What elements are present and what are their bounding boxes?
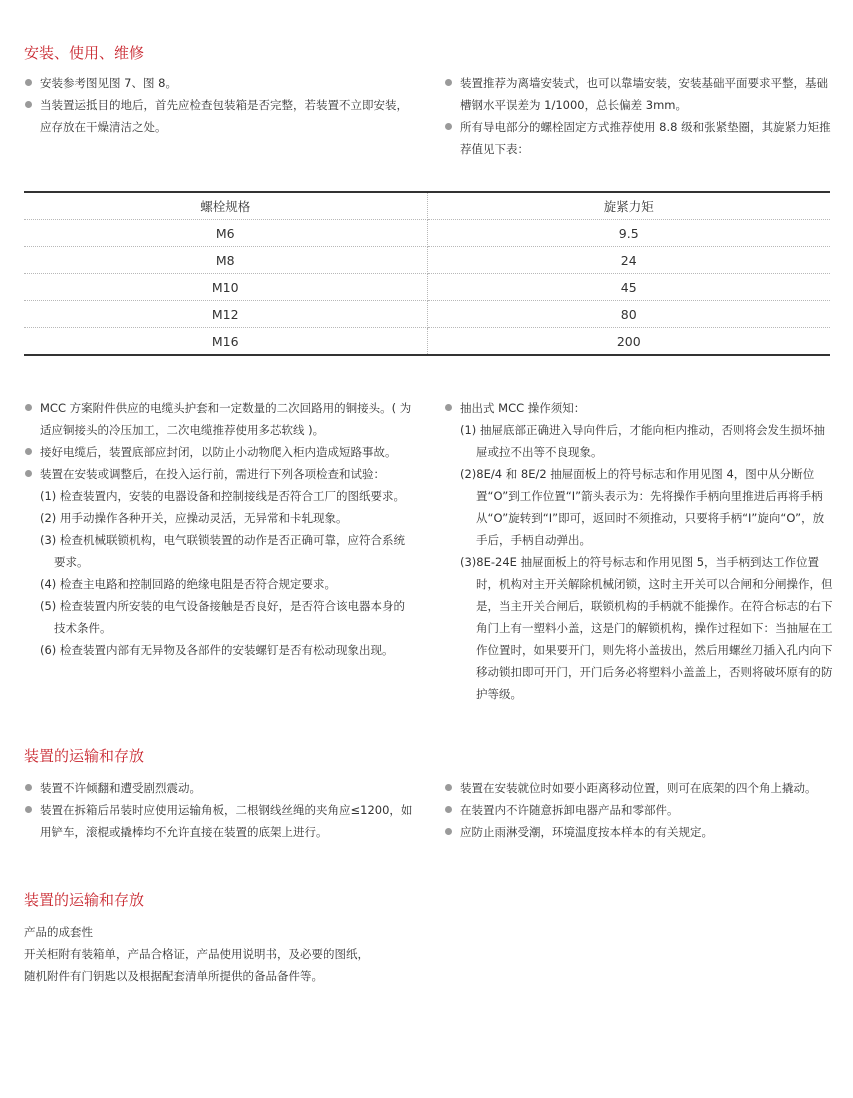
bolt-spec-cell: M12	[24, 301, 427, 328]
operation-note: (3)8E-24E 抽屉面板上的符号标志和作用见图 5，当手柄到达工作位置时，机构对主开关解除机械闭锁，这时主开关可以合闸和分闸操作，但是，当主开关合闸后，联锁机构的手柄就不能操作。在符合标志的右下角门上有一塑料小盖，这是门的解锁机构，操作过程如下：当抽屉在工作位置时，如果要开门，则先将小盖拔出，然后用螺丝刀插入孔内向下移动锁扣即可开门，开门后务必将塑料小盖盖上，否则将破坏原有的防护等级。	[460, 555, 833, 701]
list-item: 装置不许倾翻和遭受剧烈震动。	[24, 777, 416, 799]
check-item: (3) 检查机械联锁机构，电气联锁装置的动作是否正确可靠，应符合系统要求。	[40, 533, 405, 569]
completeness-heading: 产品的成套性	[24, 925, 93, 939]
section-title-transport: 装置的运输和存放	[24, 747, 145, 765]
check-item: (5) 检查装置内所安装的电气设备接触是否良好，是否符合该电器本身的技术条件。	[40, 599, 405, 635]
install-right-column	[444, 72, 834, 160]
header-bolt-spec: 螺栓规格	[24, 192, 427, 220]
section-title-storage: 装置的运输和存放	[24, 891, 145, 909]
check-item: (2) 用手动操作各种开关，应操动灵活，无异常和卡轧现象。	[40, 511, 348, 525]
install-left-column	[24, 72, 416, 138]
table-row	[24, 328, 830, 356]
bolt-torque-table	[24, 191, 830, 356]
table-row	[24, 247, 830, 274]
completeness-text	[24, 921, 584, 987]
list-item: 装置在安装就位时如要小距离移动位置，则可在底架的四个角上撬动。	[444, 777, 840, 799]
list-item: 接好电缆后，装置底部应封闭，以防止小动物爬入柜内造成短路事故。	[24, 441, 416, 463]
check-item: (1) 检查装置内，安装的电器设备和控制接线是否符合工厂的图纸要求。	[40, 489, 405, 503]
completeness-line: 随机附件有门钥匙以及根据配套清单所提供的备品备件等。	[24, 969, 323, 983]
bolt-spec-cell: M6	[24, 220, 427, 247]
list-item: 当装置运抵目的地后，首先应检查包装箱是否完整，若装置不立即安装，应存放在干燥清洁之处。	[24, 94, 416, 138]
bolt-spec-cell: M16	[24, 328, 427, 356]
list-item: 所有导电部分的螺栓固定方式推荐使用 8.8 级和张紧垫圈，其旋紧力矩推荐值见下表：	[444, 116, 834, 160]
section-title-install: 安装、使用、维修	[24, 44, 145, 62]
checks-left-column	[24, 397, 416, 661]
table-row	[24, 220, 830, 247]
torque-cell: 9.5	[427, 220, 830, 247]
list-item: 抽出式 MCC 操作须知：	[444, 397, 834, 419]
bolt-spec-cell: M10	[24, 274, 427, 301]
list-item: MCC 方案附件供应的电缆头护套和一定数量的二次回路用的铜接头。( 为适应铜接头的冷压加工，二次电缆推荐使用多芯软线 )。	[24, 397, 416, 441]
table-header-row	[24, 192, 830, 220]
bolt-spec-cell: M8	[24, 247, 427, 274]
check-item: (6) 检查装置内部有无异物及各部件的安装螺钉是否有松动现象出现。	[40, 643, 394, 657]
transport-right-column	[444, 777, 840, 843]
table-row	[24, 274, 830, 301]
list-item: 装置推荐为离墙安装式，也可以靠墙安装，安装基础平面要求平整，基础槽钢水平误差为 1/1000，总长偏差 3mm。	[444, 72, 834, 116]
torque-cell: 45	[427, 274, 830, 301]
check-item: (4) 检查主电路和控制回路的绝缘电阻是否符合规定要求。	[40, 577, 336, 591]
torque-cell: 24	[427, 247, 830, 274]
completeness-line: 开关柜附有装箱单，产品合格证，产品使用说明书，及必要的图纸，	[24, 947, 369, 961]
list-item: 安装参考图见图 7、图 8。	[24, 72, 416, 94]
operation-note: (1) 抽屉底部正确进入导向件后，才能向柜内推动，否则将会发生损坏抽屉或拉不出等不良现象。	[460, 423, 825, 459]
header-torque: 旋紧力矩	[427, 192, 830, 220]
torque-cell: 200	[616, 333, 641, 349]
list-item: 应防止雨淋受潮，环境温度按本样本的有关规定。	[444, 821, 840, 843]
operation-right-column	[444, 397, 834, 705]
table-row	[24, 301, 830, 328]
list-item: 装置在拆箱后吊装时应使用运输角板，二根钢线丝绳的夹角应≤1200，如用铲车，滚棍或撬棒均不允许直接在装置的底架上进行。	[24, 799, 416, 843]
transport-left-column	[24, 777, 416, 843]
operation-note: (2)8E/4 和 8E/2 抽屉面板上的符号标志和作用见图 4，图中从分断位置“O”到工作位置“I”箭头表示为：先将操作手柄向里推进后再将手柄从“O”旋转到“I”即可，返回时不须推动，只要将手柄“I”旋向“O”，放手后，手柄自动弹出。	[460, 467, 825, 547]
list-item: 在装置内不许随意拆卸电器产品和零部件。	[444, 799, 840, 821]
torque-cell: 80	[427, 301, 830, 328]
list-item: 装置在安装或调整后，在投入运行前，需进行下列各项检查和试验：	[24, 463, 416, 485]
